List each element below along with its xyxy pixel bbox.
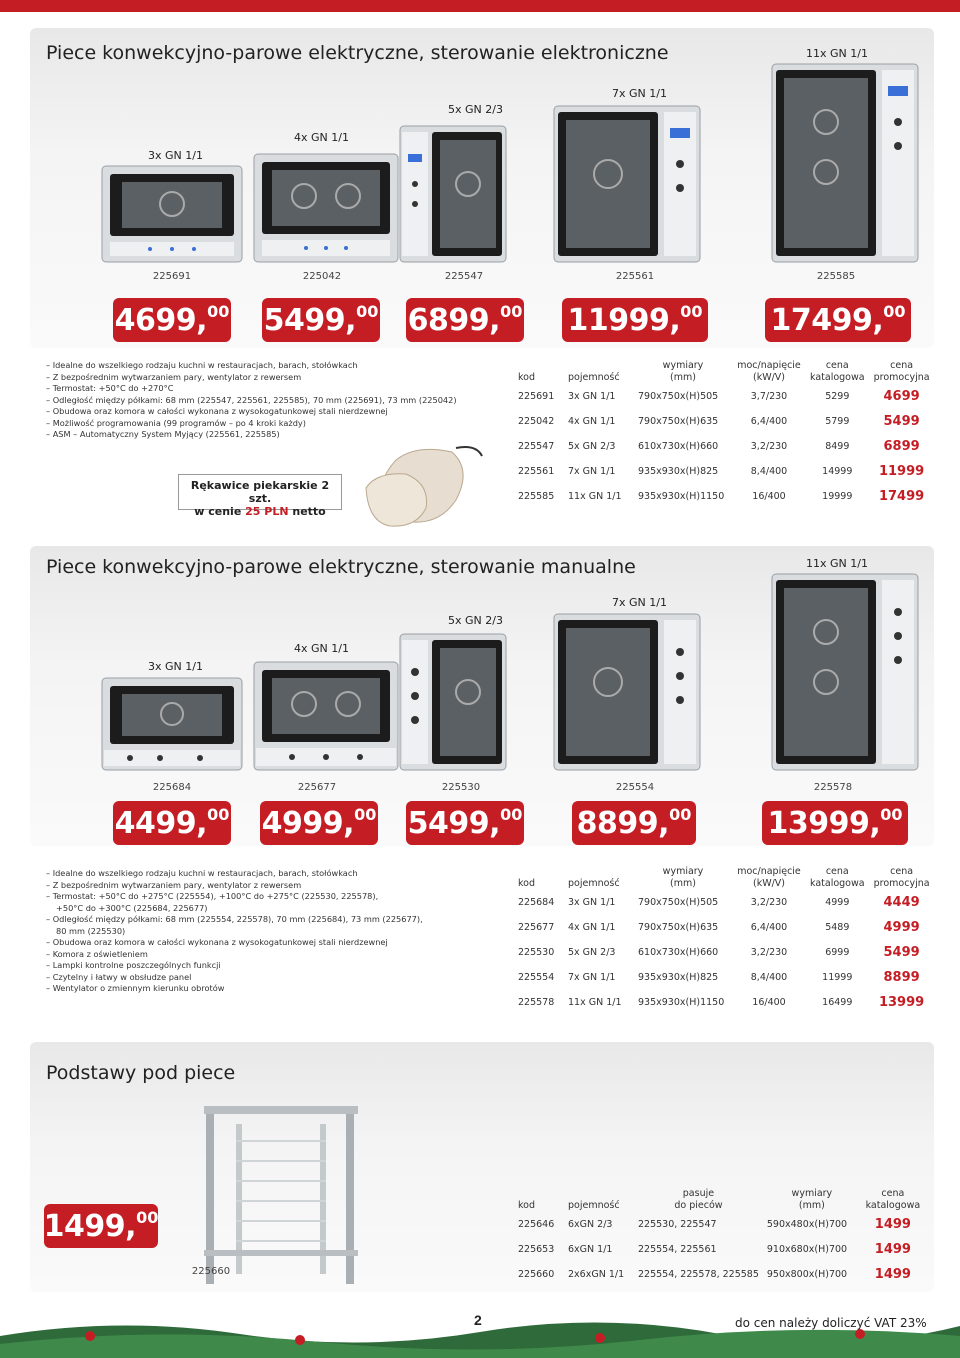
oven-image (398, 632, 508, 772)
product-code: 225547 (444, 271, 484, 282)
section2-title: Piece konwekcyjno-parowe elektryczne, sterowanie manualne (46, 556, 636, 578)
col-header: moc/napięcie (kW/V) (737, 360, 801, 383)
spec-table (514, 862, 935, 1015)
oven-gloves-image (356, 440, 488, 530)
oven-image (100, 676, 244, 772)
product-code: 225578 (813, 782, 853, 793)
product-code: 225691 (152, 271, 192, 282)
top-red-bar (0, 0, 960, 12)
page-number: 2 (474, 1312, 482, 1328)
col-header: wymiary (mm) (791, 1188, 833, 1211)
table-row: 225561 7x GN 1/1 935x930x(H)825 8,4/400 14999 11999 (518, 464, 925, 479)
oven-image (552, 612, 702, 772)
price-tag: 4699, 00 (113, 298, 231, 342)
price-tag: 4499, 00 (113, 801, 231, 845)
table-row: 225578 11x GN 1/1 935x930x(H)1150 16/400 16499 13999 (518, 995, 925, 1010)
table-row: 225691 3x GN 1/1 790x750x(H)505 3,7/230 5299 4699 (518, 389, 920, 404)
cap-label: 3x GN 1/1 (148, 149, 203, 162)
vat-note: do cen należy doliczyć VAT 23% (735, 1316, 927, 1330)
oven-image (770, 62, 920, 264)
cap-label: 11x GN 1/1 (806, 557, 868, 570)
cap-label: 4x GN 1/1 (294, 642, 349, 655)
oven-stand-image (196, 1100, 366, 1290)
col-header: pojemność (568, 372, 620, 383)
oven-image (252, 152, 400, 264)
table-row: 225530 5x GN 2/3 610x730x(H)660 3,2/230 6999 5499 (518, 945, 920, 960)
oven-image (252, 660, 400, 772)
table-row: 225042 4x GN 1/1 790x750x(H)635 6,4/400 5799 5499 (518, 414, 920, 429)
oven-image (100, 164, 244, 264)
price-tag: 5499, 00 (406, 801, 524, 845)
col-header: pojemność (568, 878, 620, 889)
feature-list: – Idealne do wszelkiego rodzaju kuchni w restauracjach, barach, stołówkach – Z bezpośrednim wytwarzaniem pary, wentylator z rewersem – Termostat: +50°C do +270°C – Odległość między półkami: 68 mm (225547, 225561, 225585), 70 mm (225691), 73 mm (225042) – Obudowa oraz komora w całości wykonana z wysokogatunkowej stali nierdzewnej – Możliwość programowania (99 programów – po 4 kroki każdy) – ASM – Automatyczny System Myjący (225561, 225585) (46, 360, 457, 439)
table-row: 225585 11x GN 1/1 935x930x(H)1150 16/400 19999 17499 (518, 489, 925, 504)
section3-title: Podstawy pod piece (46, 1062, 236, 1084)
col-header: cena promocyjna (873, 866, 930, 889)
cap-label: 5x GN 2/3 (448, 614, 503, 627)
price-tag: 8899, 00 (572, 801, 696, 845)
col-header: wymiary (mm) (662, 360, 704, 383)
col-header: cena katalogowa (865, 1188, 921, 1211)
cap-label: 11x GN 1/1 (806, 47, 868, 60)
feature-list: – Idealne do wszelkiego rodzaju kuchni w restauracjach, barach, stołówkach – Z bezpośrednim wytwarzaniem pary, wentylator z rewersem – Termostat: +50°C do +275°C (225554), +100°C do +275°C (225530, 225578), +50°C do +300°C (225684, 225677) – Odległość między półkami: 68 mm (225554, 225578), 70 mm (225684), 73 mm (225677), 80 mm (225530) – Obudowa oraz komora w całości wykonana z wysokogatunkowej stali nierdzewnej – Komora z oświetleniem – Lampki kontrolne poszczególnych funkcji – Czytelny i łatwy w obsłudze panel – Wentylator o zmiennym kierunku obrotów (46, 868, 423, 993)
col-header: kod (518, 878, 536, 889)
oven-image (552, 104, 702, 264)
product-code: 225530 (441, 782, 481, 793)
table-row: 225684 3x GN 1/1 790x750x(H)505 3,2/230 4999 4449 (518, 895, 920, 910)
col-header: wymiary (mm) (662, 866, 704, 889)
col-header: pasuje do pieców (674, 1188, 723, 1211)
table-row: 225677 4x GN 1/1 790x750x(H)635 6,4/400 5489 4999 (518, 920, 920, 935)
table-row: 225660 2x6xGN 1/1 225554, 225578, 225585 950x800x(H)700 1499 (518, 1267, 911, 1282)
price-tag: 17499, 00 (765, 298, 911, 342)
price-tag: 11999, 00 (562, 298, 708, 342)
product-code: 225660 (191, 1266, 231, 1277)
table-row: 225646 6xGN 2/3 225530, 225547 590x480x(H)700 1499 (518, 1217, 911, 1232)
col-header: cena promocyjna (873, 360, 930, 383)
col-header: cena katalogowa (810, 360, 865, 383)
product-code: 225042 (302, 271, 342, 282)
price-tag: 4999, 00 (260, 801, 378, 845)
cap-label: 4x GN 1/1 (294, 131, 349, 144)
oven-image (770, 572, 920, 772)
col-header: pojemność (568, 1200, 620, 1211)
cap-label: 7x GN 1/1 (612, 596, 667, 609)
product-code: 225684 (152, 782, 192, 793)
price-tag: 6899, 00 (406, 298, 524, 342)
price-tag: 5499, 00 (262, 298, 380, 342)
section1-title: Piece konwekcyjno-parowe elektryczne, sterowanie elektroniczne (46, 42, 669, 64)
oven-image (398, 124, 508, 264)
table-row: 225653 6xGN 1/1 225554, 225561 910x680x(H)700 1499 (518, 1242, 911, 1257)
cap-label: 5x GN 2/3 (448, 103, 503, 116)
stand-spec-table (514, 1184, 925, 1287)
cap-label: 3x GN 1/1 (148, 660, 203, 673)
table-row: 225554 7x GN 1/1 935x930x(H)825 8,4/400 11999 8899 (518, 970, 920, 985)
product-code: 225554 (615, 782, 655, 793)
price-tag: 1499, 00 (44, 1204, 158, 1248)
product-code: 225561 (615, 271, 655, 282)
gloves-promo-box: Rękawice piekarskie 2 szt. w cenie 25 PLN netto (178, 474, 342, 510)
col-header: moc/napięcie (kW/V) (737, 866, 801, 889)
product-code: 225677 (297, 782, 337, 793)
table-row: 225547 5x GN 2/3 610x730x(H)660 3,2/230 8499 6899 (518, 439, 920, 454)
spec-table (514, 356, 935, 509)
col-header: kod (518, 372, 536, 383)
product-code: 225585 (816, 271, 856, 282)
col-header: kod (518, 1200, 536, 1211)
price-tag: 13999, 00 (762, 801, 908, 845)
col-header: cena katalogowa (810, 866, 865, 889)
cap-label: 7x GN 1/1 (612, 87, 667, 100)
